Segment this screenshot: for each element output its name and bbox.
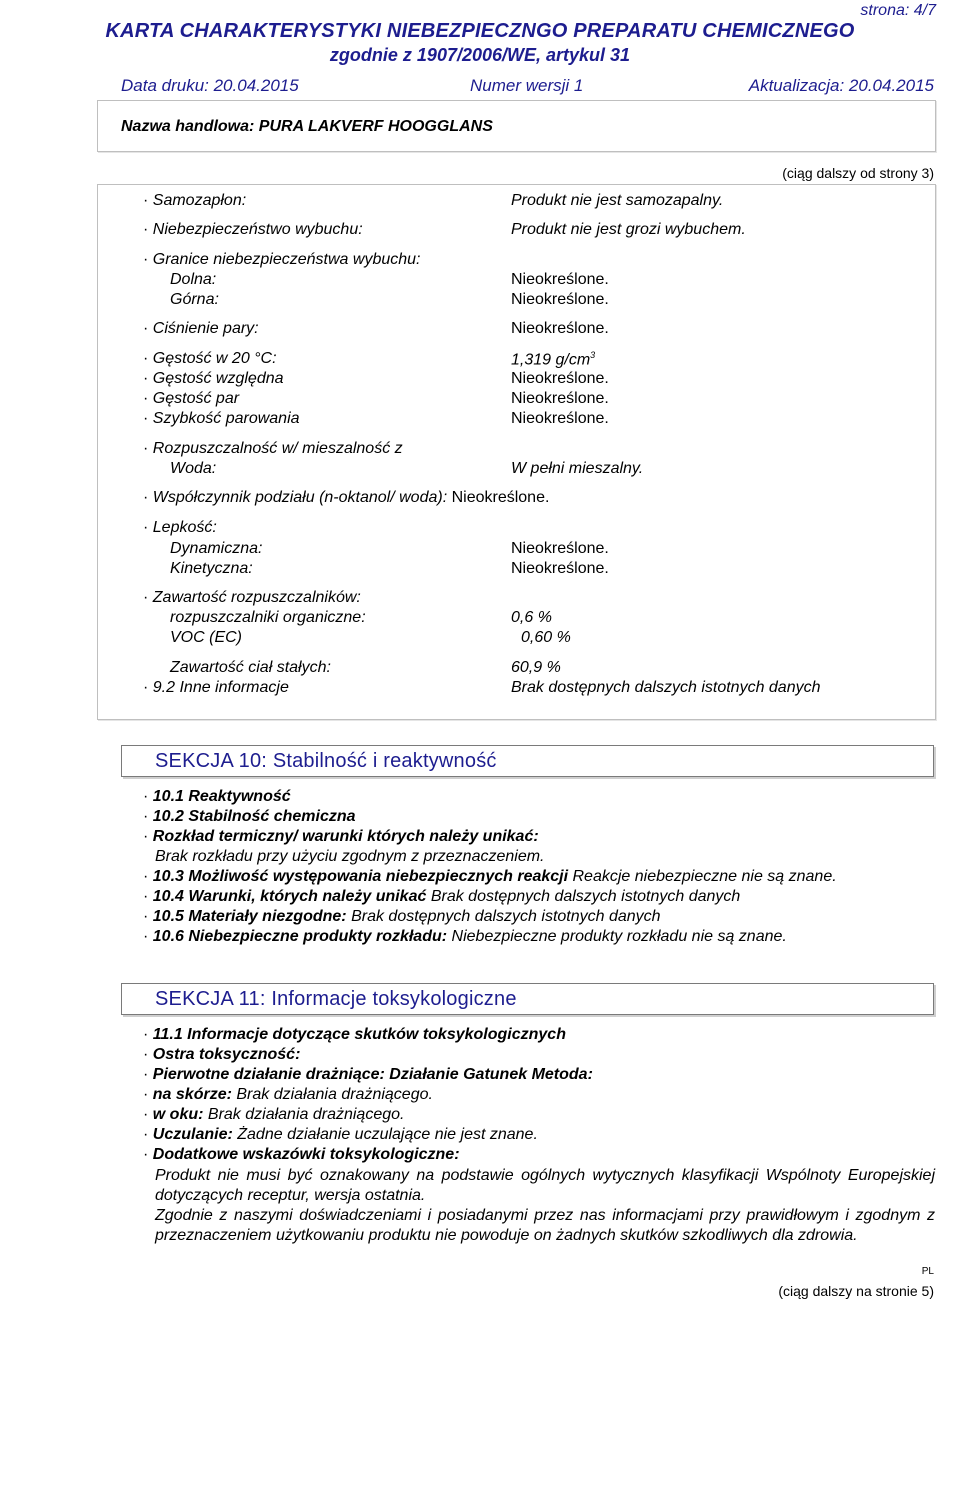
hazardous-reactions: · 10.3 Możliwość występowania niebezpiecznych reakcji Reakcje niebezpieczne nie są znane. [143,868,837,885]
additional-tox-label: · Dodatkowe wskazówki toksykologiczne: [143,1146,460,1163]
continued-to-note: (ciąg dalszy na stronie 5) [778,1283,934,1299]
vapour-pressure-value: Nieokreślone. [511,320,609,337]
explosion-label: · Niebezpieczeństwo wybuchu: [143,221,363,238]
document-title: KARTA CHARAKTERYSTYKI NIEBEZPIECZNGO PREPARATU CHEMICZNEGO [105,20,855,42]
dynamic-viscosity-label: Dynamiczna: [170,540,263,557]
incompatible-materials: · 10.5 Materiały niezgodne: Brak dostępnych dalszych istotnych danych [143,908,661,925]
vapour-density-label: · Gęstość par [143,390,240,407]
organic-solvents-value: 0,6 % [511,609,552,626]
lower-limit-label: Dolna: [170,271,217,288]
solubility-label: · Rozpuszczalność w/ mieszalność z [143,440,403,457]
upper-limit-value: Nieokreślone. [511,291,609,308]
solvent-content-label: · Zawartość rozpuszczalników: [143,589,361,606]
voc-label: VOC (EC) [170,629,242,646]
other-info-label: · 9.2 Inne informacje [143,679,289,696]
self-ignition-label: · Samozapłon: [143,192,247,209]
chemical-stability: · 10.2 Stabilność chemiczna [143,808,356,825]
water-value: W pełni mieszalny. [511,460,644,477]
self-ignition-value: Produkt nie jest samozapalny. [511,192,724,209]
organic-solvents-label: rozpuszczalniki organiczne: [170,609,366,626]
kinematic-viscosity-label: Kinetyczna: [170,560,253,577]
continued-from-note: (ciąg dalszy od strony 3) [782,165,934,181]
dynamic-viscosity-value: Nieokreślone. [511,540,609,557]
decomposition-value: Brak rozkładu przy użyciu zgodnym z przeznaczeniem. [155,848,545,865]
update-date: Aktualizacja: 20.04.2015 [748,76,934,95]
solids-content-value: 60,9 % [511,659,561,676]
version-number: Numer wersji 1 [470,76,584,95]
decomposition-products: · 10.6 Niebezpieczne produkty rozkładu: Niebezpieczne produkty rozkładu nie są znane. [143,928,787,945]
section-11-title: SEKCJA 11: Informacje toksykologiczne [155,988,517,1010]
language-code: PL [921,1266,934,1277]
voc-value: 0,60 % [521,629,571,646]
density-label: · Gęstość w 20 °C: [143,350,277,367]
toxicological-info: · 11.1 Informacje dotyczące skutków toksykologicznych [143,1026,566,1043]
density-value: 1,319 $g/cm^3$ [511,350,596,369]
reactivity: · 10.1 Reaktywność [143,788,291,805]
viscosity-label: · Lepkość: [143,519,217,536]
vapour-pressure-label: · Ciśnienie pary: [143,320,259,337]
primary-irritant-effect: · Pierwotne działanie drażniące: Działanie Gatunek Metoda: [143,1066,593,1083]
decomposition-label: · Rozkład termiczny/ warunki których należy unikać: [143,828,539,845]
sensitisation: · Uczulanie: Żadne działanie uczulające nie jest znane. [143,1126,538,1143]
print-date: Data druku: 20.04.2015 [121,76,299,95]
explosion-limits-label: · Granice niebezpieczeństwa wybuchu: [143,251,421,268]
evaporation-value: Nieokreślone. [511,410,609,427]
lower-limit-value: Nieokreślone. [511,271,609,288]
water-label: Woda: [170,460,217,477]
other-info-value: Brak dostępnych dalszych istotnych danych [511,679,821,696]
conditions-to-avoid: · 10.4 Warunki, których należy unikać Brak dostępnych dalszych istotnych danych [143,888,741,905]
relative-density-label: · Gęstość względna [143,370,284,387]
additional-tox-paragraph-1: Produkt nie musi być oznakowany na podstawie ogólnych wytycznych klasyfikacji Wspólnoty Europejskiej dotyczących receptur, wersja ostatnia. [155,1167,935,1204]
solids-content-label: Zawartość ciał stałych: [170,659,331,676]
explosion-value: Produkt nie jest grozi wybuchem. [511,221,746,238]
skin-effect: · na skórze: Brak działania drażniącego. [143,1086,433,1103]
acute-toxicity: · Ostra toksyczność: [143,1046,301,1063]
document-subtitle: zgodnie z 1907/2006/WE, artykul 31 [329,45,631,65]
kinematic-viscosity-value: Nieokreślone. [511,560,609,577]
section-10-title: SEKCJA 10: Stabilność i reaktywność [155,750,497,772]
eye-effect: · w oku: Brak działania drażniącego. [143,1106,405,1123]
partition-label: · Współczynnik podziału (n-oktanol/ woda): Nieokreślone. [143,489,550,506]
vapour-density-value: Nieokreślone. [511,390,609,407]
evaporation-label: · Szybkość parowania [143,410,300,427]
upper-limit-label: Górna: [170,291,219,308]
trade-name: Nazwa handlowa: PURA LAKVERF HOOGGLANS [121,118,493,135]
page-number: strona: 4/7 [860,2,936,19]
additional-tox-paragraph-2: Zgodnie z naszymi doświadczeniami i posiadanymi przez nas informacjami przy prawidłowym i zgodnym z przeznaczeniem użytkowaniu produktu nie powoduje on żadnych skutków szkodliwych dla zdrowia. [155,1207,935,1244]
relative-density-value: Nieokreślone. [511,370,609,387]
